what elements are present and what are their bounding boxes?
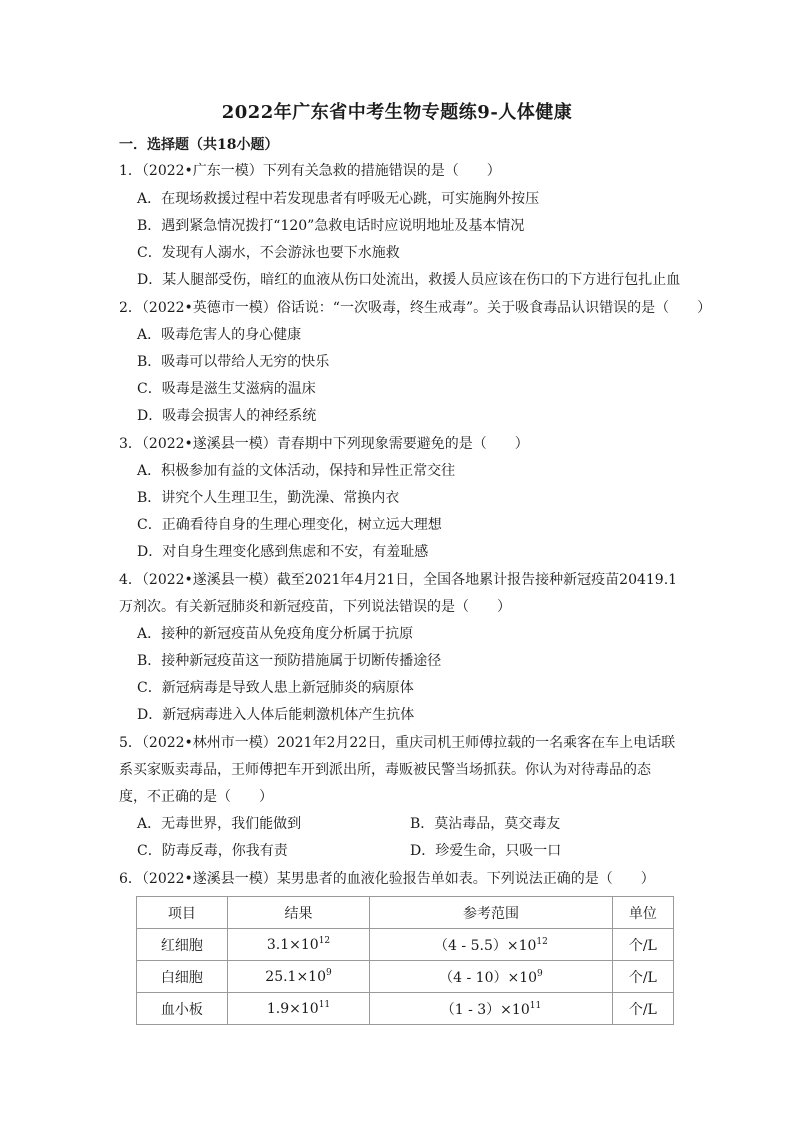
option-d: D．珍爱生命，只吸一口: [410, 843, 562, 859]
table-cell-range: $(1 - 3)\times 10^{11}$: [370, 993, 612, 1025]
page-title: 2022年广东省中考生物专题练9-人体健康: [221, 102, 573, 123]
option-a: A．无毒世界，我们能做到: [137, 816, 302, 832]
option-c: C．吸毒是滋生艾滋病的温床: [137, 381, 316, 397]
table-header-row: [137, 897, 674, 929]
table-cell-result: $1.9\times 10^{11}$: [227, 993, 369, 1025]
option-d: D．新冠病毒进入人体后能刺激机体产生抗体: [137, 707, 415, 723]
option-d: D．某人腿部受伤，暗红的血液从伤口处流出，救援人员应该在伤口的下方进行包扎止血: [137, 272, 681, 288]
table-cell-range: $(4 - 5.5)\times 10^{12}$: [370, 929, 612, 961]
table-row: [137, 961, 674, 993]
section-heading: 一．选择题（共18小题）: [119, 137, 279, 153]
option-c: C．发现有人溺水，不会游泳也要下水施救: [137, 245, 400, 261]
table-cell-item: 血小板: [137, 993, 228, 1025]
question-2: [119, 299, 711, 317]
table-row: [137, 993, 674, 1025]
question-number: 1．: [119, 163, 142, 179]
option-d: D．吸毒会损害人的神经系统: [137, 408, 317, 424]
option-b: B．遇到紧急情况拨打“120”急救电话时应说明地址及基本情况: [137, 218, 525, 234]
table-cell-item: 白细胞: [137, 961, 228, 993]
question-stem-continued: 万剂次。有关新冠肺炎和新冠疫苗，下列说法错误的是（ ）: [119, 599, 511, 615]
question-source: （2022•英德市一模）: [141, 300, 277, 316]
question-source: （2022•林州市一模）: [141, 735, 277, 751]
question-3: [119, 435, 529, 453]
question-stem-continued: 系买家贩卖毒品，王师傅把车开到派出所，毒贩被民警当场抓获。你认为对待毒品的态: [119, 762, 651, 778]
table-header: 单位: [612, 897, 673, 929]
option-c: C．正确看待自身的生理心理变化，树立远大理想: [137, 517, 442, 533]
option-a: A．接种的新冠疫苗从免疫角度分析属于抗原: [137, 626, 414, 642]
question-stem: 下列有关急救的措施错误的是（ ）: [262, 163, 501, 179]
option-d: D．对自身生理变化感到焦虑和不安，有羞耻感: [137, 544, 429, 560]
question-stem: 截至2021年4月21日，全国各地累计报告接种新冠疫苗20419.1: [276, 572, 678, 588]
question-number: 6．: [119, 871, 142, 887]
option-a: A．积极参加有益的文体活动，保持和异性正常交往: [137, 463, 456, 479]
table-cell-result: $3.1\times 10^{12}$: [227, 929, 369, 961]
question-number: 5．: [119, 735, 142, 751]
question-source: （2022•遂溪县一模）: [141, 871, 277, 887]
option-a: A．在现场救援过程中若发现患者有呼吸无心跳，可实施胸外按压: [137, 191, 540, 207]
option-c: C．防毒反毒，你我有责: [137, 843, 288, 859]
option-b: B．接种新冠疫苗这一预防措施属于切断传播途径: [137, 653, 442, 669]
option-b: B．讲究个人生理卫生，勤洗澡、常换内衣: [137, 490, 400, 506]
blood-test-table: [136, 896, 674, 1025]
table-header: 项目: [137, 897, 228, 929]
table-cell-range: $(4 - 10)\times 10^9$: [370, 961, 612, 993]
option-b: B．吸毒可以带给人无穷的快乐: [137, 354, 330, 370]
table-cell-result: $25.1\times 10^9$: [227, 961, 369, 993]
question-number: 4．: [119, 572, 142, 588]
question-stem-continued: 度，不正确的是（ ）: [119, 789, 273, 805]
question-5: [119, 734, 675, 752]
question-number: 3．: [119, 436, 142, 452]
table-cell-item: 红细胞: [137, 929, 228, 961]
question-source: （2022•遂溪县一模）: [141, 436, 277, 452]
table-row: [137, 929, 674, 961]
question-stem: 某男患者的血液化验报告单如表。下列说法正确的是（ ）: [276, 871, 655, 887]
question-6: [119, 870, 655, 888]
option-b: B．莫沾毒品，莫交毒友: [410, 816, 561, 832]
table-cell-unit: 个/L: [612, 929, 673, 961]
question-4: [119, 571, 677, 589]
question-stem: 俗话说：“一次吸毒，终生戒毒”。关于吸食毒品认识错误的是（ ）: [276, 300, 712, 316]
table-header: 参考范围: [370, 897, 612, 929]
question-source: （2022•广东一模）: [141, 163, 263, 179]
question-stem: 2021年2月22日，重庆司机王师傅拉载的一名乘客在车上电话联: [276, 735, 676, 751]
question-stem: 青春期中下列现象需要避免的是（ ）: [276, 436, 529, 452]
table-header: 结果: [227, 897, 369, 929]
question-source: （2022•遂溪县一模）: [141, 572, 277, 588]
question-number: 2．: [119, 300, 142, 316]
table-cell-unit: 个/L: [612, 993, 673, 1025]
option-a: A．吸毒危害人的身心健康: [137, 327, 302, 343]
table-cell-unit: 个/L: [612, 961, 673, 993]
option-c: C．新冠病毒是导致人患上新冠肺炎的病原体: [137, 680, 414, 696]
question-1: [119, 162, 501, 180]
